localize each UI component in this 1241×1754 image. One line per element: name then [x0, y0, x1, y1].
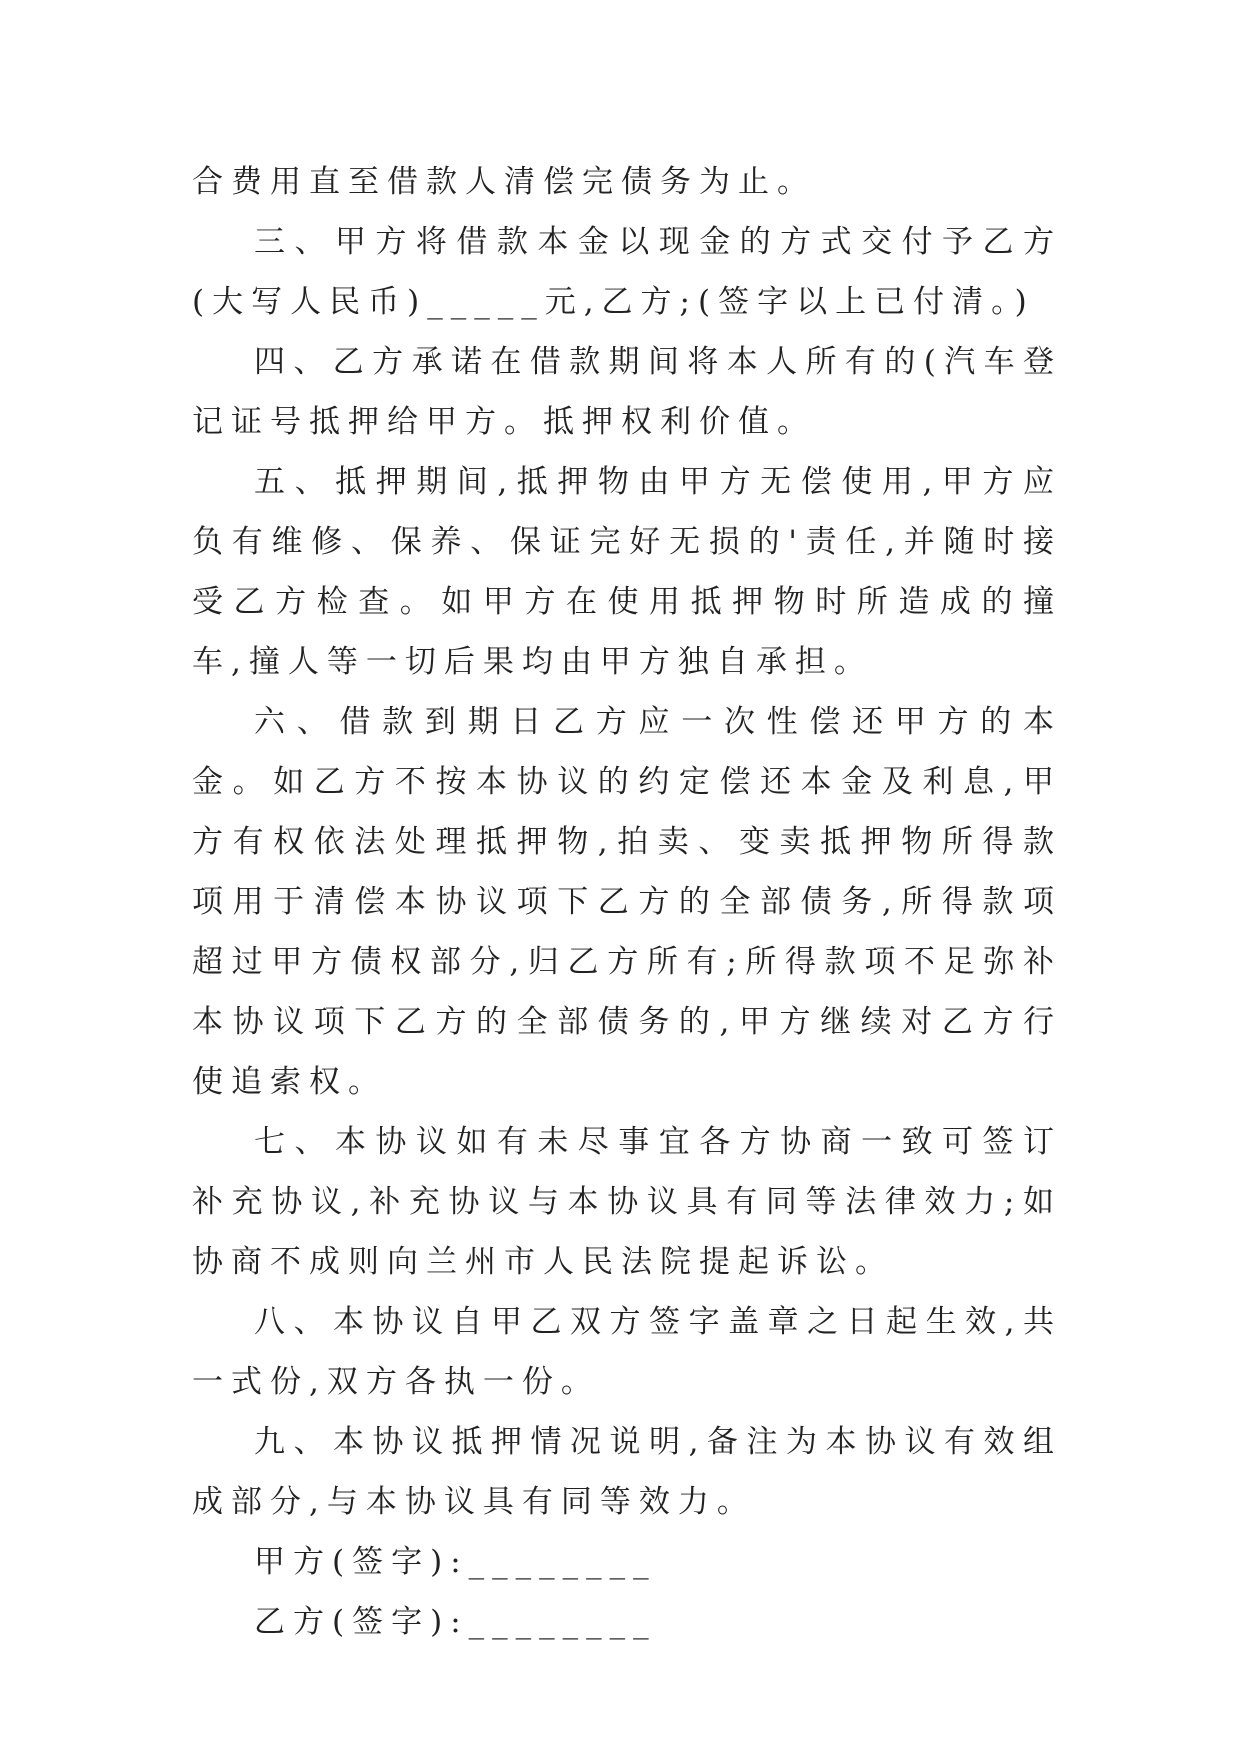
document-body [192, 152, 1062, 1652]
clause-8: 八、本协议自甲乙双方签字盖章之日起生效,共一式份,双方各执一份。 [192, 1304, 1062, 1400]
clause-5: 五、抵押期间,抵押物由甲方无偿使用,甲方应负有维修、保养、保证完好无损的'责任,并随时接受乙方检查。如甲方在使用抵押物时所造成的撞车,撞人等一切后果均由甲方独自承担。 [192, 464, 1062, 680]
paragraph-continuation: 合费用直至借款人清偿完债务为止。 [192, 164, 816, 200]
clause-6: 六、借款到期日乙方应一次性偿还甲方的本金。如乙方不按本协议的约定偿还本金及利息,甲方有权依法处理抵押物,拍卖、变卖抵押物所得款项用于清偿本协议项下乙方的全部债务,所得款项超过甲方债权部分,归乙方所有;所得款项不足弥补本协议项下乙方的全部债务的,甲方继续对乙方行使追索权。 [192, 704, 1062, 1100]
party-b-signature-line: 乙方(签字):________ [254, 1604, 657, 1640]
party-a-signature-line: 甲方(签字):________ [254, 1544, 657, 1580]
clause-7: 七、本协议如有未尽事宜各方协商一致可签订补充协议,补充协议与本协议具有同等法律效力;如协商不成则向兰州市人民法院提起诉讼。 [192, 1124, 1062, 1280]
clause-4: 四、乙方承诺在借款期间将本人所有的(汽车登记证号抵押给甲方。抵押权利价值。 [192, 344, 1062, 440]
clause-9: 九、本协议抵押情况说明,备注为本协议有效组成部分,与本协议具有同等效力。 [192, 1424, 1062, 1520]
clause-3: 三、甲方将借款本金以现金的方式交付予乙方(大写人民币)_____元,乙方;(签字以上已付清。) [192, 224, 1062, 320]
